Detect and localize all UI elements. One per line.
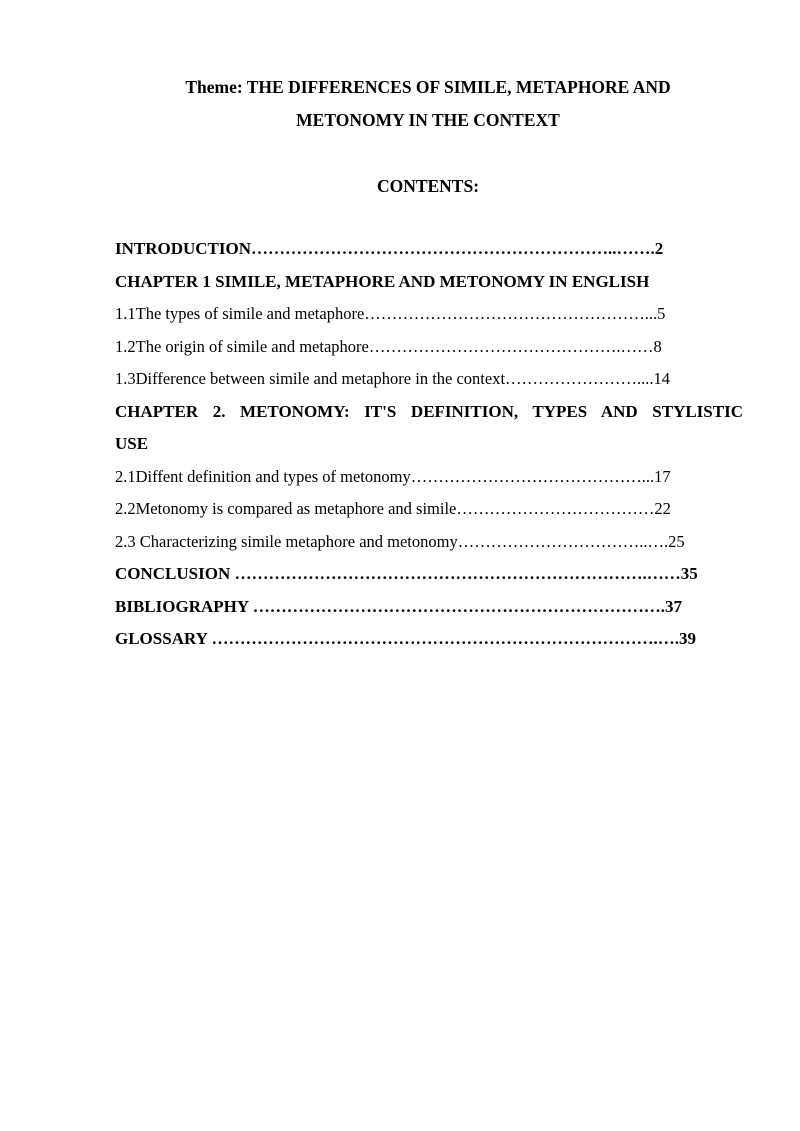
theme-title-line-2: METONOMY IN THE CONTEXT <box>296 110 560 130</box>
table-of-contents <box>115 238 743 661</box>
toc-entry-text: CHAPTER 2. METONOMY: IT'S DEFINITION, TYPES AND STYLISTIC <box>115 401 743 421</box>
toc-entry-introduction <box>115 238 743 271</box>
toc-entry-chapter-1 <box>115 271 743 304</box>
toc-entry-2-2 <box>115 498 743 531</box>
toc-entry-text: BIBLIOGRAPHY ……………………………………………………………….37 <box>115 596 683 616</box>
theme-title-line-1: Theme: THE DIFFERENCES OF SIMILE, METAPHORE AND <box>185 77 671 97</box>
toc-entry-text: 1.2The origin of simile and metaphore……………………………………….……8 <box>115 336 662 356</box>
toc-entry-text: 1.1The types of simile and metaphore……………………………………………...5 <box>115 304 666 323</box>
toc-entry-text: CHAPTER 1 SIMILE, METAPHORE AND METONOMY IN ENGLISH <box>115 271 650 291</box>
toc-entry-1-1 <box>115 303 743 336</box>
toc-entry-1-2 <box>115 336 743 369</box>
toc-entry-2-3 <box>115 531 743 564</box>
toc-entry-2-1 <box>115 466 743 499</box>
toc-entry-1-3 <box>115 368 743 401</box>
toc-entry-text: 2.2Metonomy is compared as metaphore and simile………………………………22 <box>115 499 671 518</box>
toc-entry-glossary <box>115 628 743 661</box>
toc-entry-text: CONCLUSION ……………………………………………………………….……35 <box>115 564 698 583</box>
toc-entry-text: GLOSSARY …………………………………………………………………….….39 <box>115 629 697 648</box>
toc-entry-chapter-2 <box>115 401 743 434</box>
toc-entry-text: 2.1Diffent definition and types of metonomy……………………………………...17 <box>115 466 671 486</box>
toc-entry-conclusion <box>115 563 743 596</box>
toc-entry-text: INTRODUCTION………………………………………………………..…….2 <box>115 239 664 258</box>
toc-entry-text: 1.3Difference between simile and metaphore in the context……………………....14 <box>115 369 671 388</box>
contents-heading: CONTENTS: <box>376 176 480 196</box>
toc-entry-text: USE <box>115 434 149 453</box>
toc-entry-text: 2.3 Characterizing simile metaphore and metonomy……………………………..….25 <box>115 531 685 551</box>
toc-entry-chapter-2-continued <box>115 433 743 466</box>
toc-entry-bibliography <box>115 596 743 629</box>
